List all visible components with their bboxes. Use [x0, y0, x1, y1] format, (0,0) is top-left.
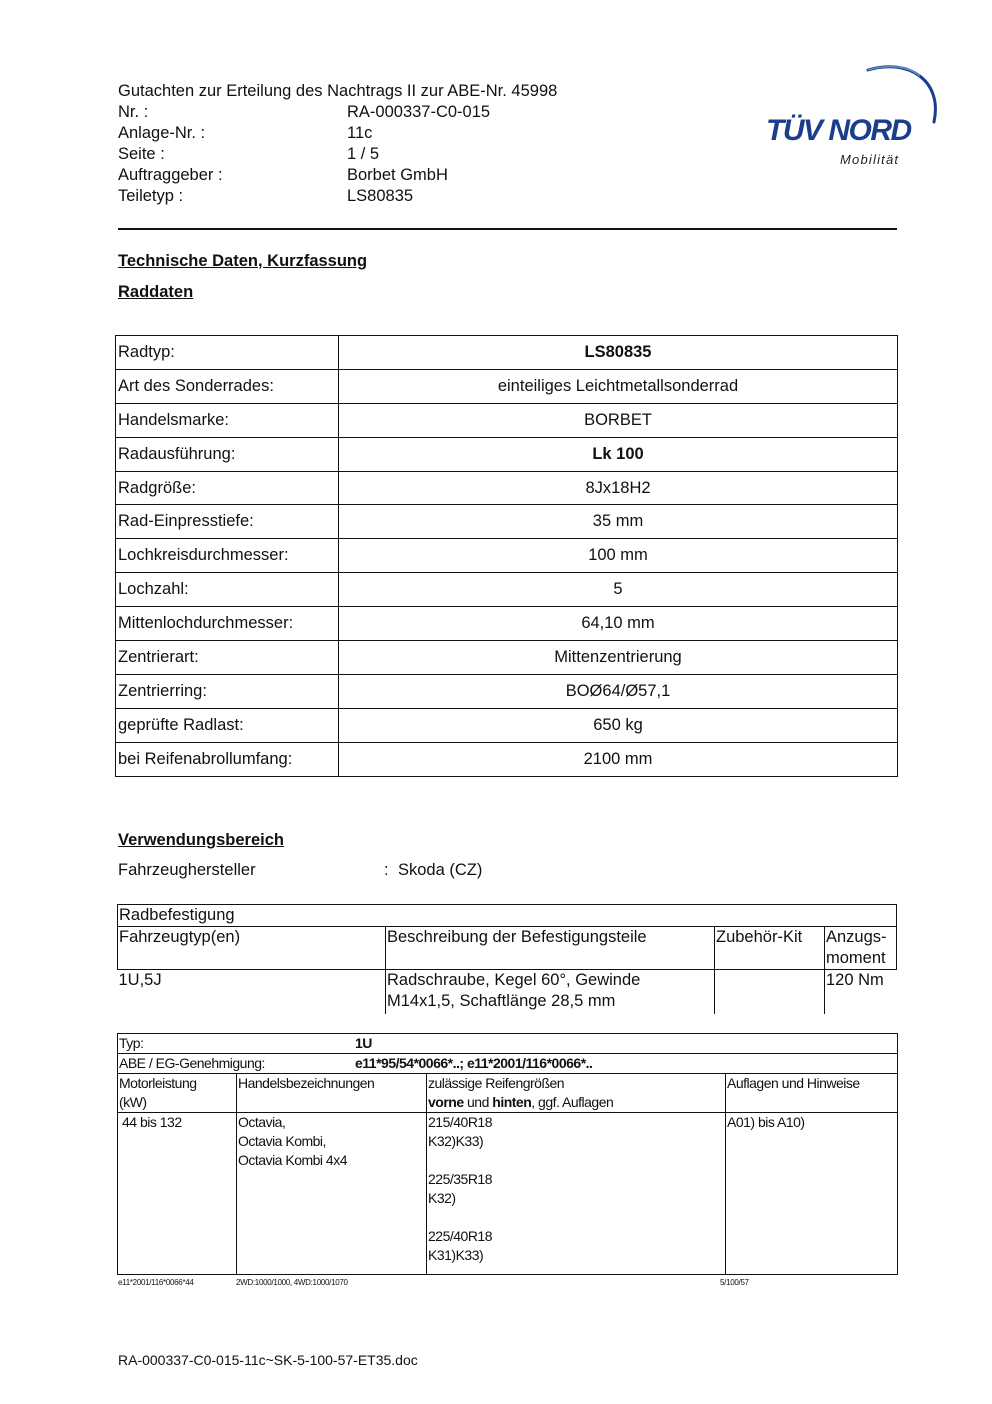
header-key: Nr. : [118, 103, 149, 121]
row-value: 35 mm [339, 505, 898, 539]
befest-desc-line2: M14x1,5, Schaftlänge 28,5 mm [387, 992, 616, 1010]
handel-values [237, 1113, 427, 1275]
header-key: Seite : [118, 145, 165, 163]
row-value: 650 kg [339, 708, 898, 742]
table-row [116, 674, 898, 708]
typ-foot-1: e11*2001/116*0066*44 [118, 1278, 194, 1287]
radbefestigung-table [117, 904, 897, 1014]
header-key: Teiletyp : [118, 187, 184, 205]
row-value: BORBET [339, 403, 898, 437]
table-row [116, 708, 898, 742]
header-value: Borbet GmbH [347, 166, 448, 184]
row-value: LS80835 [339, 336, 898, 370]
row-label: geprüfte Radlast: [116, 708, 339, 742]
fahrzeug-label: Fahrzeughersteller [118, 861, 256, 879]
header-value: 11c [347, 124, 373, 142]
col-motorleistung [118, 1074, 237, 1113]
row-value: Lk 100 [339, 437, 898, 471]
header-row [118, 165, 557, 186]
typ-table [117, 1033, 898, 1275]
header-key: Anlage-Nr. : [118, 124, 206, 142]
tuv-nord-logo [758, 60, 942, 170]
document-footer: RA-000337-C0-015-11c~SK-5-100-57-ET35.doc [118, 1352, 418, 1368]
befest-col-anzugsmoment [825, 927, 897, 970]
abe-row [118, 1054, 898, 1074]
raddaten-table [115, 335, 898, 777]
typ-foot-2: 2WD:1000/1000, 4WD:1000/1070 [236, 1278, 348, 1287]
handel-item: Octavia Kombi 4x4 [238, 1152, 347, 1168]
reifen-h2-hinten: hinten [492, 1094, 532, 1110]
reifen-size: 215/40R18 [428, 1114, 493, 1130]
header-divider [118, 228, 897, 230]
handel-item: Octavia, [238, 1114, 286, 1130]
table-row [116, 437, 898, 471]
row-value: 100 mm [339, 539, 898, 573]
abe-value: e11*95/54*0066*..; e11*2001/116*0066*.. [355, 1055, 593, 1071]
row-value: einteiliges Leichtmetallsonderrad [339, 369, 898, 403]
row-label: Rad-Einpresstiefe: [116, 505, 339, 539]
befest-moment: 120 Nm [825, 970, 897, 1015]
header-row [118, 123, 557, 144]
table-row [118, 1113, 898, 1275]
table-row [116, 641, 898, 675]
fahrzeug-value: Skoda (CZ) [398, 861, 483, 879]
motor-h1: Motorleistung [119, 1075, 197, 1091]
section-raddaten-title: Raddaten [118, 283, 194, 301]
typ-label: Typ: [119, 1035, 144, 1051]
befest-desc-line1: Radschraube, Kegel 60°, Gewinde [387, 971, 641, 989]
table-row [118, 970, 897, 1015]
col-reifengroessen [427, 1074, 726, 1113]
row-value: 2100 mm [339, 742, 898, 776]
reifen-notes: K31)K33) [428, 1247, 484, 1263]
header-row [118, 102, 557, 123]
motor-value: 44 bis 132 [118, 1113, 237, 1275]
row-value: 5 [339, 573, 898, 607]
reifen-h1: zulässige Reifengrößen [428, 1075, 565, 1091]
row-value: 64,10 mm [339, 607, 898, 641]
befest-col-zubehoer: Zubehör-Kit [715, 927, 825, 970]
row-value: Mittenzentrierung [339, 641, 898, 675]
header-row [118, 144, 557, 165]
reifen-notes: K32) [428, 1190, 456, 1206]
reifen-h2-und: und [463, 1094, 493, 1110]
logo-brand: TÜV NORD [766, 114, 911, 147]
row-label: Radgröße: [116, 471, 339, 505]
table-row [116, 471, 898, 505]
table-row [116, 742, 898, 776]
befest-col-fahrzeugtyp: Fahrzeugtyp(en) [118, 927, 386, 970]
section-tech-title: Technische Daten, Kurzfassung [118, 252, 368, 270]
auflagen-value: A01) bis A10) [726, 1113, 898, 1275]
reifen-notes: K32)K33) [428, 1133, 484, 1149]
section-verwendung-title: Verwendungsbereich [118, 831, 284, 849]
row-label: Radtyp: [116, 336, 339, 370]
col-auflagen: Auflagen und Hinweise [726, 1074, 898, 1113]
typ-value: 1U [355, 1035, 372, 1051]
col-handelsbezeichnungen: Handelsbezeichnungen [237, 1074, 427, 1113]
table-row [116, 573, 898, 607]
table-row [116, 403, 898, 437]
row-label: bei Reifenabrollumfang: [116, 742, 339, 776]
fahrzeug-sep: : [384, 861, 389, 879]
header-value: LS80835 [347, 187, 414, 205]
table-row [116, 505, 898, 539]
row-label: Art des Sonderrades: [116, 369, 339, 403]
row-label: Mittenlochdurchmesser: [116, 607, 339, 641]
befest-kit [715, 970, 825, 1015]
handel-item: Octavia Kombi, [238, 1133, 326, 1149]
table-row [116, 369, 898, 403]
row-label: Zentrierart: [116, 641, 339, 675]
table-row [116, 336, 898, 370]
anzugs-line2: moment [826, 949, 886, 967]
document-header [118, 81, 557, 207]
header-key: Auftraggeber : [118, 166, 223, 184]
reifen-h2-rest: , ggf. Auflagen [531, 1094, 614, 1110]
row-label: Lochzahl: [116, 573, 339, 607]
reifen-size: 225/35R18 [428, 1171, 493, 1187]
row-value: BOØ64/Ø57,1 [339, 674, 898, 708]
typ-row [118, 1034, 898, 1054]
befest-desc [386, 970, 715, 1015]
motor-h2: (kW) [119, 1094, 147, 1110]
reifen-h2-vorne: vorne [428, 1094, 464, 1110]
row-label: Handelsmarke: [116, 403, 339, 437]
reifen-size: 225/40R18 [428, 1228, 493, 1244]
row-value: 8Jx18H2 [339, 471, 898, 505]
document-title: Gutachten zur Erteilung des Nachtrags II zur ABE-Nr. 45998 [118, 82, 558, 100]
header-row [118, 186, 557, 207]
row-label: Zentrierring: [116, 674, 339, 708]
befest-title: Radbefestigung [118, 905, 897, 927]
befest-col-beschreibung: Beschreibung der Befestigungsteile [386, 927, 715, 970]
typ-foot-3: 5/100/57 [720, 1278, 749, 1287]
table-row [116, 539, 898, 573]
anzugs-line1: Anzugs- [826, 928, 887, 946]
header-value: 1 / 5 [347, 145, 380, 163]
abe-label: ABE / EG-Genehmigung: [119, 1055, 265, 1071]
header-value: RA-000337-C0-015 [347, 103, 491, 121]
reifen-values [427, 1113, 726, 1275]
befest-typ: 1U,5J [118, 971, 162, 989]
table-row [116, 607, 898, 641]
row-label: Lochkreisdurchmesser: [116, 539, 339, 573]
row-label: Radausführung: [116, 437, 339, 471]
logo-sub: Mobilität [840, 152, 900, 167]
fahrzeughersteller-line [118, 861, 618, 880]
